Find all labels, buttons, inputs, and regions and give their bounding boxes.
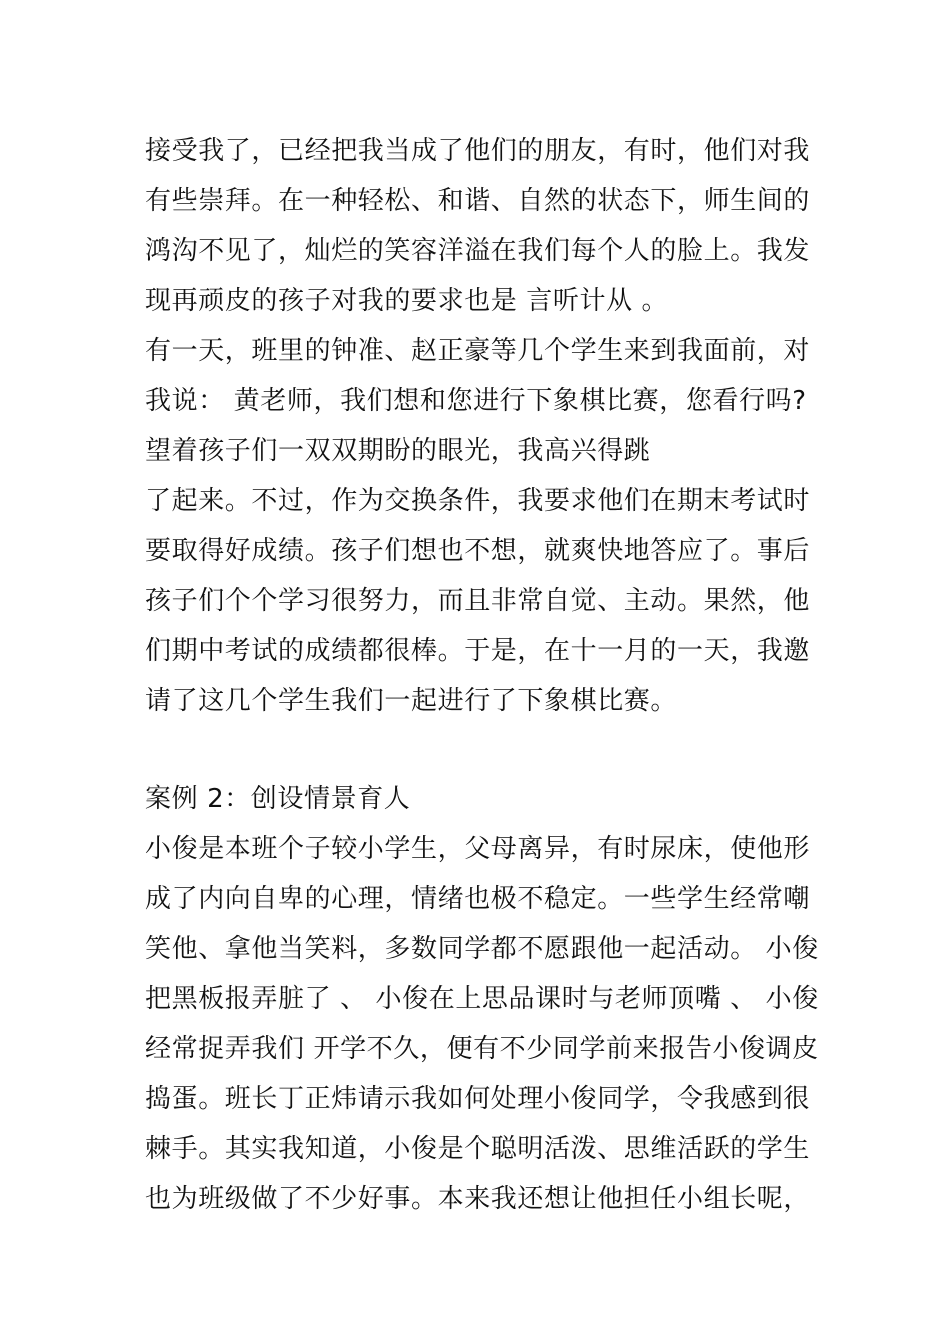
text-line: 望着孩子们一双双期盼的眼光，我高兴得跳 bbox=[145, 436, 651, 466]
text-line: 经常捉弄我们 开学不久，便有不少同学前来报告小俊调皮 bbox=[145, 1034, 819, 1064]
text-line: 要取得好成绩。孩子们想也不想，就爽快地答应了。事后 bbox=[145, 536, 811, 566]
text-line: 请了这几个学生我们一起进行了下象棋比赛。 bbox=[145, 686, 678, 716]
text-line: 有些崇拜。在一种轻松、和谐、自然的状态下，师生间的 bbox=[145, 186, 811, 216]
text-line: 笑他、拿他当笑料，多数同学都不愿跟他一起活动。 小俊 bbox=[145, 934, 819, 964]
text-line: 我说： 黄老师，我们想和您进行下象棋比赛，您看行吗? bbox=[145, 386, 807, 416]
text-line: 小俊是本班个子较小学生，父母离异，有时尿床，使他形 bbox=[145, 834, 811, 864]
text-line: 了起来。不过，作为交换条件，我要求他们在期末考试时 bbox=[145, 486, 811, 516]
section-heading: 案例 2：创设情景育人 bbox=[145, 784, 411, 814]
text-line: 接受我了，已经把我当成了他们的朋友，有时，他们对我 bbox=[145, 136, 811, 166]
text-line: 们期中考试的成绩都很棒。于是，在十一月的一天，我邀 bbox=[145, 636, 811, 666]
text-line: 成了内向自卑的心理，情绪也极不稳定。一些学生经常嘲 bbox=[145, 884, 811, 914]
text-line: 鸿沟不见了，灿烂的笑容洋溢在我们每个人的脸上。我发 bbox=[145, 236, 811, 266]
text-line: 捣蛋。班长丁正炜请示我如何处理小俊同学，令我感到很 bbox=[145, 1084, 811, 1114]
text-line: 有一天，班里的钟准、赵正豪等几个学生来到我面前，对 bbox=[145, 336, 811, 366]
text-line: 现再顽皮的孩子对我的要求也是 言听计从 。 bbox=[145, 286, 669, 316]
text-line: 把黑板报弄脏了 、 小俊在上思品课时与老师顶嘴 、 小俊 bbox=[145, 984, 819, 1014]
text-line: 孩子们个个学习很努力，而且非常自觉、主动。果然，他 bbox=[145, 586, 811, 616]
text-line: 也为班级做了不少好事。本来我还想让他担任小组长呢， bbox=[145, 1184, 811, 1214]
text-line: 棘手。其实我知道，小俊是个聪明活泼、思维活跃的学生 bbox=[145, 1134, 811, 1164]
